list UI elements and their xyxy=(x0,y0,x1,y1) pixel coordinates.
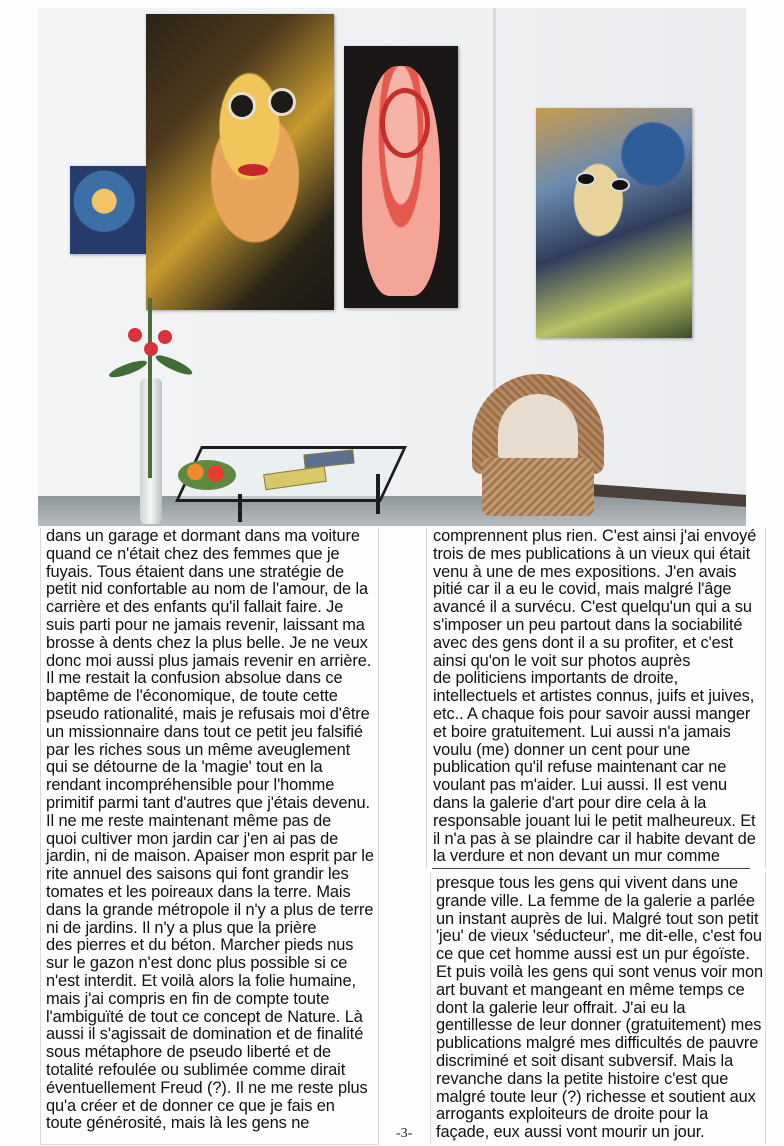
text-line: dans un garage et dormant dans ma voiture xyxy=(46,527,360,545)
page-number: -3- xyxy=(396,1126,413,1141)
text-line: avec des gens dont il a su profiter, et c'est xyxy=(433,633,734,652)
large-face-painting xyxy=(146,14,334,310)
text-line: rendant incompréhensible pour l'homme xyxy=(46,776,335,795)
flower-bouquet xyxy=(178,460,236,490)
text-line: ainsi qu'on le voit sur photos auprès xyxy=(433,651,691,670)
text-line: éventuellement Freud (?). Il ne me reste plus xyxy=(46,1078,368,1097)
text-line: un instant auprès de lui. Malgré tout son petit xyxy=(436,909,759,928)
text-line: intellectuels et artistes connus, juifs et juives, xyxy=(433,687,755,706)
text-line: Il me restait la confusion absolue dans ce xyxy=(46,669,343,688)
text-line: sous métaphore de pseudo liberté et de xyxy=(46,1043,332,1062)
text-line: quoi cultiver mon jardin car j'en ai pas de xyxy=(46,829,339,848)
text-line: toute générosité, mais là les gens ne xyxy=(46,1114,310,1133)
right-text-column-bottom xyxy=(436,875,766,1142)
text-line: pseudo rationalité, mais je refusais moi d'être xyxy=(46,704,370,723)
text-line: art buvant et mangeant en même temps ce xyxy=(436,980,745,999)
text-line: qu'a créer et de donner ce que je fais en xyxy=(46,1096,335,1115)
table-leg xyxy=(238,494,242,522)
text-line: gentillesse de leur donner (gratuitement) mes xyxy=(436,1016,762,1035)
text-line: un missionnaire dans tout ce petit jeu falsifié xyxy=(46,722,363,741)
text-line: dont la galerie leur offrait. J'ai eu la xyxy=(436,998,686,1017)
text-line: aussi il s'agissait de domination et de finalité xyxy=(46,1025,364,1044)
text-line: avancé il a survécu. C'est quelqu'un qui a su xyxy=(433,598,752,617)
text-line: voulu (me) donner un cent pour une xyxy=(433,740,691,759)
text-line: suis parti pour ne jamais revenir, laissant ma xyxy=(46,615,365,634)
table-leg xyxy=(376,474,380,514)
text-line: ni de jardins. Il n'y a plus que la prière xyxy=(46,918,317,937)
text-line: trois de mes publications à un vieux qui était xyxy=(433,544,751,563)
text-line: 'jeu' de vieux 'séducteur', me dit-elle, c'est fou xyxy=(436,927,762,946)
orchid-flower xyxy=(144,342,158,356)
text-line: publications malgré mes difficultés de pauvre xyxy=(436,1034,759,1053)
text-line: publication qu'il refuse maintenant car ne xyxy=(433,758,727,777)
text-line: n'est interdit. Et voilà alors la folie humaine, xyxy=(46,971,356,990)
text-line: primitif parmi tant d'autres que j'étais devenu. xyxy=(46,793,370,812)
text-line: par les riches sous un même aveuglement xyxy=(46,740,351,759)
text-line: jardin, ni de maison. Apaiser mon esprit par le xyxy=(46,847,374,866)
plant-leaf xyxy=(107,357,148,380)
text-line: carrière et des enfants qu'il fallait faire. Je xyxy=(46,598,344,617)
text-line: malgré toute leur (?) richesse et soutient aux xyxy=(436,1087,756,1106)
orchid-flower xyxy=(128,328,142,342)
text-line: il n'a pas à se plaindre car il habite devant de xyxy=(433,829,756,848)
text-line: Et puis voilà les gens qui sont venus voir mon xyxy=(436,962,764,981)
text-line: donc moi aussi plus jamais revenir en arrière. xyxy=(46,651,372,670)
blue-face-painting xyxy=(536,108,692,338)
orchid-stem xyxy=(148,298,152,478)
text-line: petit nid confortable au nom de l'amour, de la xyxy=(46,580,368,599)
text-line: discriminé et soit disant subversif. Mais la xyxy=(436,1051,734,1070)
text-line: revanche dans la petite histoire c'est que xyxy=(436,1069,729,1088)
text-line: rite annuel des saisons qui font grandir les xyxy=(46,865,349,884)
text-line: quand ce n'était chez des femmes que je xyxy=(46,544,340,563)
text-line: dans la galerie d'art pour dire cela à la xyxy=(433,793,707,812)
plant-leaf xyxy=(154,352,194,378)
small-portrait-painting xyxy=(70,166,146,254)
gallery-photo xyxy=(38,8,746,526)
text-line: des pierres et du béton. Marcher pieds nus xyxy=(46,936,354,955)
text-line: la verdure et non devant un mur comme xyxy=(433,847,720,866)
text-line: façade, eux aussi vont mourir un jour. xyxy=(436,1123,705,1142)
left-text-column xyxy=(46,528,376,1133)
column-divider-rule xyxy=(432,868,750,869)
red-figure-painting xyxy=(344,46,458,308)
text-line: responsable jouant lui le petit malheureux. Et xyxy=(433,811,756,830)
text-line: totalité refoulée ou sublimée comme dirait xyxy=(46,1060,346,1079)
text-line: presque tous les gens qui vivent dans une xyxy=(436,874,739,892)
text-line: etc.. A chaque fois pour savoir aussi manger xyxy=(433,704,751,723)
text-line: pitié car il a eu le covid, mais malgré l'âge xyxy=(433,580,732,599)
text-line: mais j'ai compris en fin de compte toute xyxy=(46,989,330,1008)
text-line: venu à une de mes expositions. J'en avais xyxy=(433,562,737,581)
wicker-chair xyxy=(472,374,604,516)
text-line: sur le gazon n'est donc plus possible si ce xyxy=(46,954,348,973)
text-line: qui se détourne de la 'magie' tout en la xyxy=(46,758,323,777)
text-line: dans la grande métropole il n'y a plus de terre xyxy=(46,900,374,919)
text-line: baptême de l'économique, de toute cette xyxy=(46,687,338,706)
text-line: s'imposer un peu partout dans la sociabilité xyxy=(433,615,743,634)
text-line: voulant pas m'aider. Lui aussi. Il est venu xyxy=(433,776,728,795)
text-line: Il ne me reste maintenant même pas de xyxy=(46,811,332,830)
text-line: tomates et les poireaux dans la terre. Mais xyxy=(46,882,351,901)
text-line: brosse à dents chez la plus belle. Je ne veux xyxy=(46,633,368,652)
text-line: et boire gratuitement. Lui aussi n'a jamais xyxy=(433,722,731,741)
text-line: fuyais. Tous étaient dans une stratégie de xyxy=(46,562,345,581)
right-text-column-top xyxy=(433,528,763,866)
text-line: comprennent plus rien. C'est ainsi j'ai envoyé xyxy=(433,527,757,545)
text-line: ce que cet homme aussi est un pur égoïste. xyxy=(436,945,750,964)
text-line: l'ambiguïté de tout ce concept de Nature. Là xyxy=(46,1007,363,1026)
text-line: de politiciens importants de droite, xyxy=(433,669,679,688)
text-line: grande ville. La femme de la galerie a parlée xyxy=(436,891,755,910)
text-line: arrogants exploiteurs de droite pour la xyxy=(436,1105,709,1124)
orchid-flower xyxy=(158,330,172,344)
